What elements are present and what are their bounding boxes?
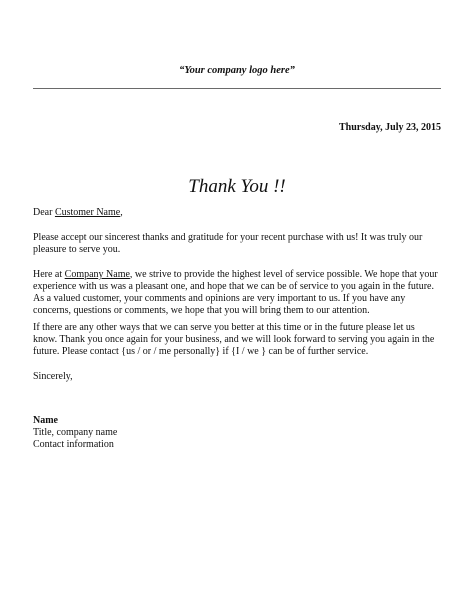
letter-date: Thursday, July 23, 2015 bbox=[339, 122, 441, 133]
customer-name-placeholder: Customer Name bbox=[54, 207, 121, 218]
company-logo-placeholder: “Your company logo here” bbox=[179, 65, 295, 76]
paragraph-service-body: , we strive to provide the highest level of service possible. We hope that your experience with us was a pleasant one, and hope that we can be of service to you again in the future. As a valued customer, your comments and opinions are very important to us. If you have any concerns, questions or comments, we hope that you will bring them to our attention. bbox=[33, 269, 438, 316]
paragraph-thanks: Please accept our sincerest thanks and gratitude for your recent purchase with us! It was truly our pleasure to serve you. bbox=[33, 232, 423, 255]
letter-title: Thank You !! bbox=[188, 176, 286, 197]
paragraph-service bbox=[33, 269, 441, 317]
paragraph-service-prefix: Here at bbox=[33, 269, 65, 280]
company-name-placeholder: Company Name bbox=[64, 269, 130, 280]
salutation bbox=[33, 207, 441, 219]
signature-block bbox=[33, 415, 117, 451]
closing: Sincerely, bbox=[33, 371, 73, 382]
paragraph-contact: If there are any other ways that we can serve you better at this time or in the future please let us know. Thank you once again for your business, and we will look forward to serving you again in the future. Please contact {us / or / me personally} if {I / we } can be of further service. bbox=[33, 322, 435, 357]
signer-contact: Contact information bbox=[33, 439, 114, 450]
signer-title: Title, company name bbox=[33, 427, 118, 438]
salutation-prefix: Dear bbox=[33, 207, 55, 218]
salutation-suffix: , bbox=[120, 207, 123, 218]
header-divider bbox=[33, 88, 441, 89]
signer-name: Name bbox=[33, 415, 58, 426]
